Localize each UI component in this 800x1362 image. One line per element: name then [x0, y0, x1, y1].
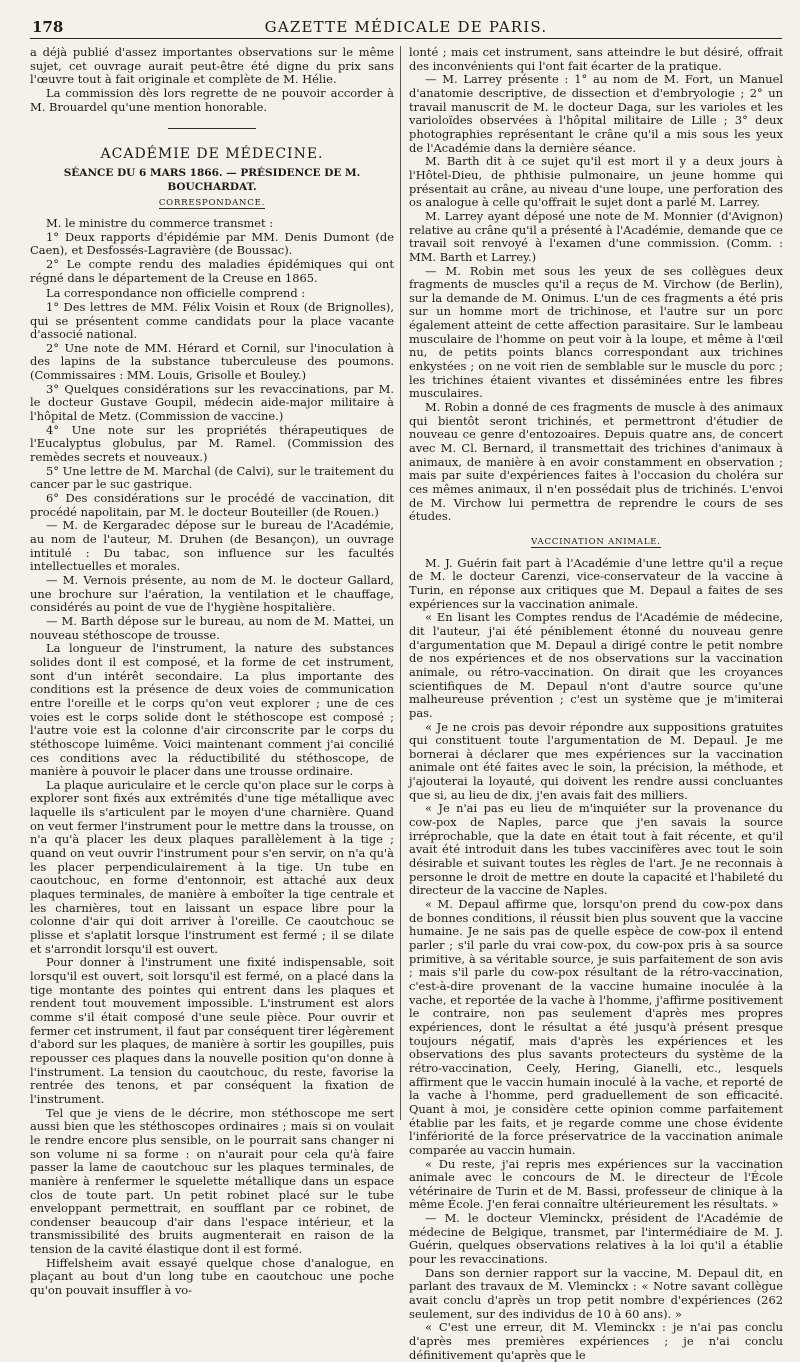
paragraph: « Du reste, j'ai repris mes expériences sur la vaccination animale avec le concours de M. le directeur de l'École vétérinaire de Turin et de M. Bassi, professeur de clinique à la même École. J'en ferai connaître ultérieurement les résultats. »: [409, 1156, 783, 1212]
paragraph: La longueur de l'instrument, la nature des substances solides dont il est composé, et la forme de cet instrument, sont d'un intérêt secondaire. La plus importante des conditions est la présence de deux voies de communication entre l'oreille et le corps qu'on veut explorer ; une de ces voies est le corps solide dont le stéthoscope est composé ; l'autre voie est la colonne d'air circonscrite par le corps du stéthoscope luimême. Voici maintenant comment j'ai concilié ces conditions avec la réductibilité du stéthoscope, de manière à pouvoir le placer dans une trousse ordinaire.: [30, 641, 394, 779]
paragraph: M. Robin a donné de ces fragments de muscle à des animaux qui bientôt seront trichinés, et permettront d'étudier de nouveau ce genre d'entozoaires. Depuis quatre ans, de concert avec M. Cl. Bernard, il transmettait des trichines d'animaux à animaux, de manière à en avoir constamment en observation ; mais par suite d'expériences faites à l'occasion du choléra sur ces mêmes animaux, il n'en possédait plus de trichinés. L'envoi de M. Virchow lui permettra de reprendre le cours de ses études.: [409, 400, 783, 524]
paragraph: M. Barth dit à ce sujet qu'il est mort il y a deux jours à l'Hôtel-Dieu, de phthisie pulmonaire, un jeune homme qui présentait au crâne, au niveau d'une loupe, une perforation des os analogue à celle qu'offrait le sujet dont a parlé M. Larrey.: [409, 154, 783, 210]
running-title: GAZETTE MÉDICALE DE PARIS.: [264, 18, 548, 36]
paragraph: — M. le docteur Vleminckx, président de l'Académie de médecine de Belgique, transmet, par l'intermédiaire de M. J. Guérin, quelques observations relatives à la loi qu'il a établie pour les revaccinations.: [409, 1211, 783, 1267]
paragraph: « Je n'ai pas eu lieu de m'inquiéter sur la provenance du cow-pox de Naples, parce que j'en savais la source irréprochable, que la date en était tout à fait récente, et qu'il avait été introduit dans les tubes vaccinifères avec tout le soin désirable et suivant toutes les règles de l'art. Je ne reconnais à personne le droit de mettre en doute la capacité et l'habileté du directeur de la vaccine de Naples.: [409, 801, 783, 898]
academy-title: ACADÉMIE DE MÉDECINE.: [100, 146, 324, 163]
paragraph: lonté ; mais cet instrument, sans atteindre le but désiré, offrait des inconvénients qui l'ont fait écarter de la pratique.: [409, 45, 783, 73]
section-divider: [168, 128, 256, 129]
paragraph: 2° Le compte rendu des maladies épidémiques qui ont régné dans le département de la Creuse en 1865.: [30, 256, 394, 285]
paragraph: La correspondance non officielle comprend :: [46, 286, 306, 301]
right-column: [409, 45, 783, 1362]
paragraph: — M. Barth dépose sur le bureau, au nom de M. Mattei, un nouveau stéthoscope de trousse.: [30, 613, 394, 642]
paragraph: 1° Deux rapports d'épidémie par MM. Denis Dumont (de Caen), et Desfossés-Lagravière (de Boussac).: [30, 229, 394, 258]
paragraph: — M. Robin met sous les yeux de ses collègues deux fragments de muscles qu'il a reçus de M. Virchow (de Berlin), sur la demande de M. Onimus. L'un de ces fragments a été pris sur un homme mort de trichinose, et l'autre sur un porc également atteint de cette affection parasitaire. Sur le lambeau musculaire de l'homme on peut voir à la loupe, et même à l'œil nu, de petits points blancs correspondant aux trichines enkystées ; on ne voit rien de semblable sur le muscle du porc ; les trichines étaient vivantes et disséminées entre les fibres musculaires.: [409, 263, 783, 401]
section-label-vaccination: [409, 536, 783, 550]
paragraph: Tel que je viens de le décrire, mon stéthoscope me sert aussi bien que les stéthoscopes ordinaires ; mais si on voulait le rendre encore plus sensible, on le pourrait sans changer ni son volume ni sa forme : on n'aurait pour cela qu'à faire passer la lame de caoutchouc sur les plaques terminales, de manière à renfermer le squelette métallique dans un espace clos de toute part. Un petit robinet placé sur le tube enveloppant permettrait, en soufflant par ce robinet, de condenser beaucoup d'air dans l'espace intérieur, et la transmissibilité des bruits augmenterait en raison de la tension de la cavité élastique dont il est formé.: [30, 1105, 394, 1257]
paragraph: Hiffelsheim avait essayé quelque chose d'analogue, en plaçant au bout d'un long tube en caoutchouc une poche qu'on pouvait insuffler à vo-: [30, 1255, 394, 1298]
paragraph: « En lisant les Comptes rendus de l'Académie de médecine, dit l'auteur, j'ai été péniblement étonné du nouveau genre d'argumentation que M. Depaul a dirigé contre le petit nombre de nos expériences et de nos observations sur la vaccination animale, ou rétro-vaccination. On dirait que les croyances scientifiques de M. Depaul n'ont d'autre source qu'une malheureuse prévention ; c'est un système que je m'imiterai pas.: [409, 610, 783, 720]
page-number: 178: [32, 18, 64, 36]
intro-paragraph: La commission dès lors regrette de ne pouvoir accorder à M. Brouardel qu'une mention honorable.: [30, 85, 394, 114]
paragraph: « M. Depaul affirme que, lorsqu'on prend du cow-pox dans de bonnes conditions, il réussit bien plus souvent que la vaccine humaine. Je ne sais pas de quelle espèce de cow-pox il entend parler ; s'il parle du vrai cow-pox, du cow-pox pris à sa source primitive, à sa véritable source, je suis parfaitement de son avis ; mais s'il parle du cow-pox résultant de la rétro-vaccination, c'est-à-dire provenant de la vaccine humaine inoculée à la vache, et reportée de la vache à l'homme, j'affirme positivement le contraire, non pas seulement d'après mes propres expériences, dont le résultat a été jusqu'à présent presque toujours négatif, mais d'après les expériences et les observations des plus savants protecteurs du système de la rétro-vaccination, Ceely, Hering, Gianelli, etc., lesquels affirment que le vaccin humain inoculé à la vache, et reporté de la vache à l'homme, perd graduellement de son efficacité. Quant à moi, je considère cette opinion comme parfaitement établie par les faits, et je regarde comme une chose évidente l'infériorité de la force préservatrice de la vaccination animale comparée au vaccin humain.: [409, 897, 783, 1157]
paragraph: 4° Une note sur les propriétés thérapeutiques de l'Eucalyptus globulus, par M. Ramel. (Commission des remèdes secrets et nouveaux.): [30, 422, 394, 465]
page-header: [30, 16, 782, 39]
paragraph: 1° Des lettres de MM. Félix Voisin et Roux (de Brignolles), qui se présentent comme candidats pour la place vacante d'associé national.: [30, 299, 394, 342]
paragraph: 2° Une note de MM. Hérard et Cornil, sur l'inoculation à des lapins de la substance tuberculeuse des poumons. (Commissaires : MM. Louis, Grisolle et Bouley.): [30, 340, 394, 383]
paragraph: « Je ne crois pas devoir répondre aux suppositions gratuites qui constituent toute l'argumentation de M. Depaul. Je me bornerai à déclarer que mes expériences sur la vaccination animale ont été faites avec le soin, la précision, la méthode, et j'ajouterai la loyauté, qui doivent les rendre aussi concluantes que si, au lieu de dix, j'en avais fait des milliers.: [409, 719, 783, 802]
seance-heading: SÉANCE DU 6 MARS 1866. — PRÉSIDENCE DE M. BOUCHARDAT.: [63, 166, 361, 193]
paragraph: « C'est une erreur, dit M. Vleminckx : je n'ai pas conclu d'après mes premières expériences ; je n'ai conclu définitivement qu'après que le: [409, 1320, 783, 1362]
paragraph: — M. de Kergaradec dépose sur le bureau de l'Académie, au nom de l'auteur, M. Druhen (de Besançon), un ouvrage intitulé : Du tabac, son influence sur les facultés intellectuelles et morales.: [30, 518, 394, 574]
paragraph: La plaque auriculaire et le cercle qu'on place sur le corps à explorer sont fixés aux extrémités d'une tige métallique avec laquelle ils s'articulent par le moyen d'une charnière. Quand on veut fermer l'instrument pour le mettre dans la trousse, on n'a qu'à placer les deux plaques parallèlement à la tige ; quand on veut ouvrir l'instrument pour s'en servir, on n'a qu'à les placer perpendiculairement à la tige. Un tube en caoutchouc, en forme d'entonnoir, est attaché aux deux plaques terminales, de manière à emboîter la tige centrale et les charnières, tout en laissant un espace libre pour la colonne d'air qui doit arriver à l'oreille. Ce caoutchouc se plisse et s'aplatit lorsque l'instrument est fermé ; il se dilate et s'arrondit lorsqu'il est ouvert.: [30, 777, 394, 956]
section-label-text: CORRESPONDANCE.: [158, 198, 266, 209]
paragraph: M. Larrey ayant déposé une note de M. Monnier (d'Avignon) relative au crâne qu'il a présenté à l'Académie, demande que ce travail soit renvoyé à l'examen d'une commission. (Comm. : MM. Barth et Larrey.): [409, 208, 783, 264]
paragraph: — M. Vernois présente, au nom de M. le docteur Gallard, une brochure sur l'aération, la ventilation et le chauffage, considérés au point de vue de l'hygiène hospitalière.: [30, 572, 394, 615]
paragraph: M. le ministre du commerce transmet :: [46, 215, 274, 230]
column-rule: [400, 46, 401, 1120]
paragraph: 5° Une lettre de M. Marchal (de Calvi), sur le traitement du cancer par le suc gastrique.: [30, 463, 394, 492]
paragraph: 6° Des considérations sur le procédé de vaccination, dit procédé napolitain, par M. le docteur Bouteiller (de Rouen.): [30, 491, 394, 519]
paragraph: Pour donner à l'instrument une fixité indispensable, soit lorsqu'il est ouvert, soit lorsqu'il est fermé, on a placé dans la tige montante des pointes qui entrent dans les plaques et rendent tout mouvement impossible. L'instrument est alors comme s'il était composé d'une seule pièce. Pour ouvrir et fermer cet instrument, il faut par conséquent tirer légèrement d'abord sur les plaques, de manière à sortir les goupilles, puis repousser ces plaques dans la nouvelle position qu'on donne à l'instrument. La tension du caoutchouc, du reste, favorise la rentrée des tenons, et par conséquent la fixation de l'instrument.: [30, 955, 394, 1106]
section-label-correspondance: [30, 197, 394, 211]
paragraph: 3° Quelques considérations sur les revaccinations, par M. le docteur Gustave Goupil, médecin aide-major militaire à l'hôpital de Metz. (Commission de vaccine.): [30, 381, 394, 424]
paragraph: Dans son dernier rapport sur la vaccine, M. Depaul dit, en parlant des travaux de M. Vleminckx : « Notre savant collègue avait conclu d'après un trop petit nombre d'expériences (262 seulement, sur des individus de 10 à 60 ans). »: [409, 1265, 783, 1321]
left-column: [30, 45, 394, 1298]
section-label-text: VACCINATION ANIMALE.: [531, 536, 661, 547]
intro-paragraph: a déjà publié d'assez importantes observations sur le même sujet, cet ouvrage aurait peut-être été digne du prix sans l'œuvre tout à fait originale et complète de M. Hélie.: [30, 45, 394, 87]
paragraph: M. J. Guérin fait part à l'Académie d'une lettre qu'il a reçue de M. le docteur Carenzi, vice-conservateur de la vaccine à Turin, en réponse aux critiques que M. Depaul a faites de ses expériences sur la vaccination animale.: [409, 555, 783, 611]
paragraph: — M. Larrey présente : 1° au nom de M. Fort, un Manuel d'anatomie descriptive, de dissection et d'embryologie ; 2° un travail manuscrit de M. le docteur Daga, sur les varioles et les varioloïdes observées à l'hôpital militaire de Lille ; 3° deux photographies représentant le crâne qu'il a mis sous les yeux de l'Académie dans la dernière séance.: [409, 72, 783, 155]
